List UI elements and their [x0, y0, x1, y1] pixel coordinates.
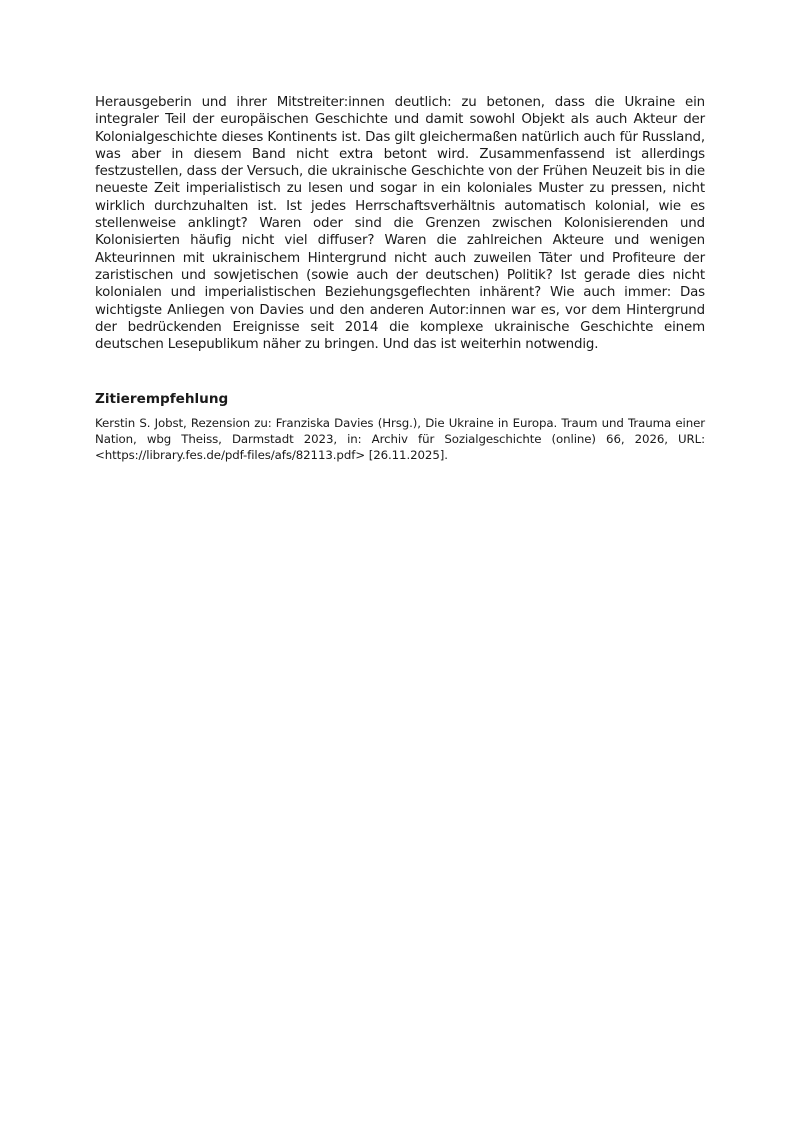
document-page: [95, 94, 705, 464]
citation-heading: Zitierempfehlung: [95, 391, 229, 408]
review-paragraph: Herausgeberin und ihrer Mitstreiter:innen deutlich: zu betonen, dass die Ukraine ein integraler Teil der europäischen Geschichte und damit sowohl Objekt als auch Akteur der Kolonialgeschichte dieses Kontinents ist. Das gilt gleichermaßen natürlich auch für Russland, was aber in diesem Band nicht extra betont wird. Zusammenfassend ist allerdings festzustellen, dass der Versuch, die ukrainische Geschichte von der Frühen Neuzeit bis in die neueste Zeit imperialistisch zu lesen und sogar in ein koloniales Muster zu pressen, nicht wirklich durchzuhalten ist. Ist jedes Herrschaftsverhältnis automatisch kolonial, wie es stellenweise anklingt? Waren oder sind die Grenzen zwischen Kolonisierenden und Kolonisierten häufig nicht viel diffuser? Waren die zahlreichen Akteure und wenigen Akteurinnen mit ukrainischem Hintergrund nicht auch zuweilen Täter und Profiteure der zaristischen und sowjetischen (sowie auch der deutschen) Politik? Ist gerade dies nicht kolonialen und imperialistischen Beziehungsgeflechten inhärent? Wie auch immer: Das wichtigste Anliegen von Davies und den anderen Autor:innen war es, vor dem Hintergrund der bedrückenden Ereignisse seit 2014 die komplexe ukrainische Geschichte einem deutschen Lesepublikum näher zu bringen. Und das ist weiterhin notwendig.: [95, 95, 705, 353]
citation-text: Kerstin S. Jobst, Rezension zu: Franziska Davies (Hrsg.), Die Ukraine in Europa. Traum und Trauma einer Nation, wbg Theiss, Darmstadt 2023, in: Archiv für Sozialgeschichte (online) 66, 2026, URL: <https://library.fes.de/pdf-files/afs/82113.pdf> [26.11.2025].: [95, 416, 705, 463]
